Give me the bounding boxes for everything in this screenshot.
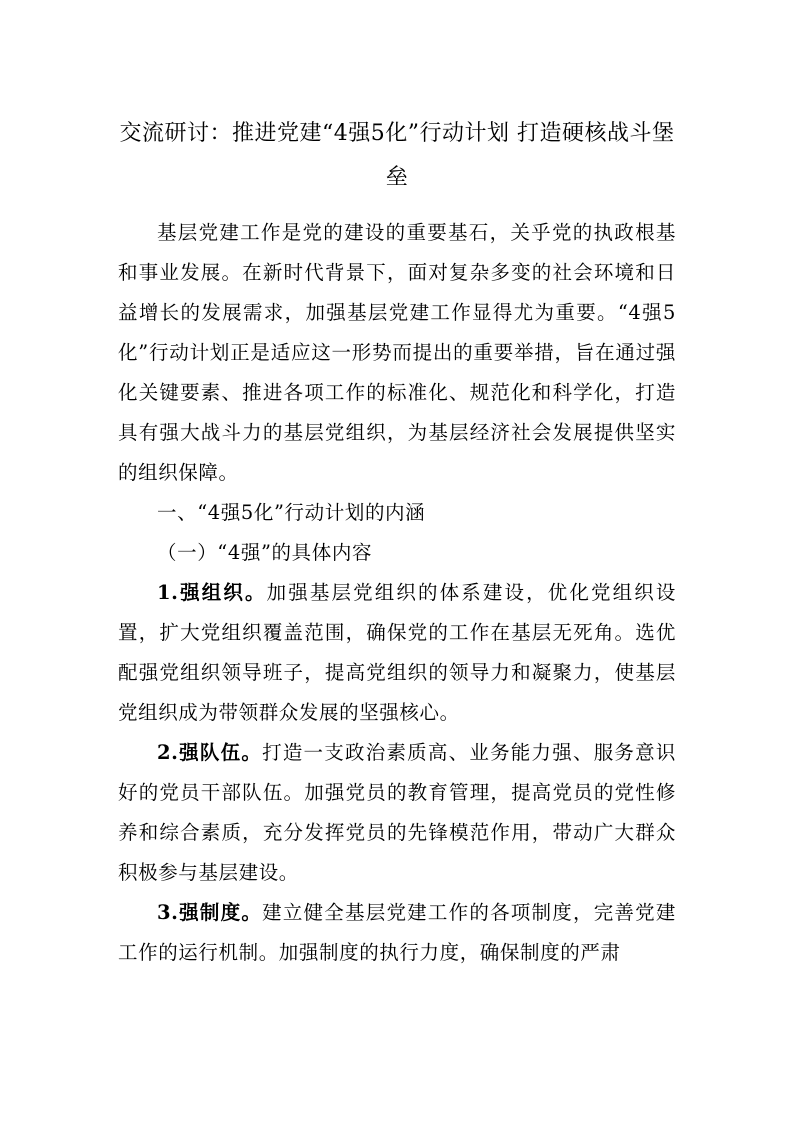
list-item-lead: 3.强制度。	[157, 901, 263, 924]
list-item	[118, 573, 676, 733]
section-heading: 一、“4强5化”行动计划的内涵	[157, 501, 426, 524]
list-item-text: 加强基层党组织的体系建设，优化党组织设置，扩大党组织覆盖范围，确保党的工作在基层无死角。选优配强党组织领导班子，提高党组织的领导力和凝聚力，使基层党组织成为带领群众发展的坚强核心。	[118, 581, 676, 724]
list-item	[118, 893, 676, 973]
list-item	[118, 733, 676, 893]
subsection-heading: （一）“4强”的具体内容	[157, 541, 373, 564]
intro-paragraph: 基层党建工作是党的建设的重要基石，关乎党的执政根基和事业发展。在新时代背景下，面对复杂多变的社会环境和日益增长的发展需求，加强基层党建工作显得尤为重要。“4强5化”行动计划正是适应这一形势而提出的重要举措，旨在通过强化关键要素、推进各项工作的标准化、规范化和科学化，打造具有强大战斗力的基层党组织，为基层经济社会发展提供坚实的组织保障。	[118, 221, 676, 484]
list-item-lead: 2.强队伍。	[157, 741, 263, 764]
list-item-text: 建立健全基层党建工作的各项制度，完善党建工作的运行机制。加强制度的执行力度，确保制度的严肃	[118, 901, 676, 964]
list-item-lead: 1.强组织。	[157, 581, 267, 604]
list-item-text: 打造一支政治素质高、业务能力强、服务意识好的党员干部队伍。加强党员的教育管理，提高党员的党性修养和综合素质，充分发挥党员的先锋模范作用，带动广大群众积极参与基层建设。	[118, 741, 676, 884]
document-title: 交流研讨：推进党建“4强5化”行动计划 打造硬核战斗堡垒	[119, 121, 675, 190]
document-body	[118, 213, 676, 973]
